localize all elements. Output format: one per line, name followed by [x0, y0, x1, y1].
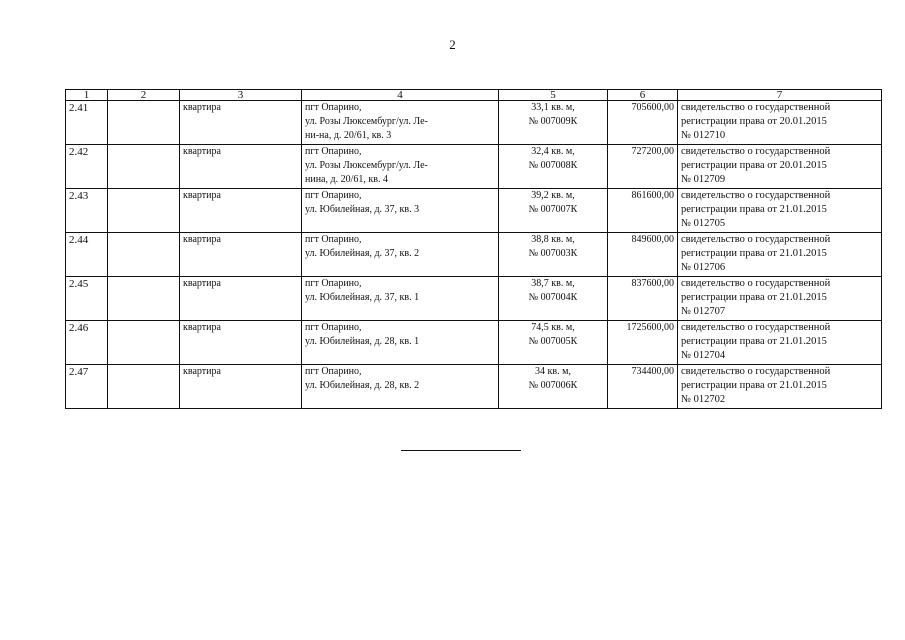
certificate-cell-line: № 012707 — [681, 306, 726, 317]
property-type-cell: квартира — [180, 321, 302, 365]
certificate-cell-line: свидетельство о государственной — [681, 102, 831, 113]
certificate-cell-line: свидетельство о государственной — [681, 146, 831, 157]
area-cell-line: № 007007К — [528, 204, 578, 215]
address-cell-line: пгт Опарино, — [305, 190, 362, 201]
address-cell-line: ул. Юбилейная, д. 37, кв. 1 — [305, 292, 420, 303]
row-number-cell: 2.41 — [66, 101, 108, 145]
certificate-cell-line: регистрации права от 20.01.2015 — [681, 160, 827, 171]
area-cell — [499, 101, 608, 145]
property-table — [65, 89, 882, 409]
row-number-cell: 2.45 — [66, 277, 108, 321]
address-cell-line: пгт Опарино, — [305, 366, 362, 377]
certificate-cell-line: регистрации права от 21.01.2015 — [681, 336, 827, 347]
address-cell-line: ул. Розы Люксембург/ул. Ле- — [305, 116, 428, 127]
table-row — [66, 321, 882, 365]
certificate-cell-line: № 012710 — [681, 130, 726, 141]
certificate-cell-line: № 012704 — [681, 350, 726, 361]
certificate-cell-line: регистрации права от 21.01.2015 — [681, 292, 827, 303]
certificate-cell — [678, 189, 882, 233]
col2-cell — [108, 321, 180, 365]
table-header-row — [66, 90, 882, 101]
certificate-cell-line: № 012706 — [681, 262, 726, 273]
address-cell — [302, 277, 499, 321]
area-cell-line: 32,4 кв. м, — [531, 146, 575, 157]
address-cell-line: пгт Опарино, — [305, 102, 362, 113]
cost-cell: 734400,00 — [608, 365, 678, 409]
address-cell — [302, 145, 499, 189]
property-type-cell: квартира — [180, 189, 302, 233]
certificate-cell-line: регистрации права от 21.01.2015 — [681, 380, 827, 391]
column-header: 6 — [608, 90, 678, 101]
row-number-cell: 2.42 — [66, 145, 108, 189]
table-row — [66, 101, 882, 145]
certificate-cell — [678, 233, 882, 277]
closing-rule — [401, 450, 521, 451]
area-cell-line: № 007003К — [528, 248, 578, 259]
property-type-cell: квартира — [180, 277, 302, 321]
certificate-cell — [678, 321, 882, 365]
address-cell — [302, 365, 499, 409]
address-cell — [302, 101, 499, 145]
address-cell-line: ул. Юбилейная, д. 28, кв. 1 — [305, 336, 420, 347]
cost-cell: 705600,00 — [608, 101, 678, 145]
cost-cell: 727200,00 — [608, 145, 678, 189]
certificate-cell-line: свидетельство о государственной — [681, 322, 831, 333]
certificate-cell — [678, 145, 882, 189]
area-cell-line: № 007006К — [528, 380, 578, 391]
table-row — [66, 145, 882, 189]
row-number-cell: 2.46 — [66, 321, 108, 365]
column-header: 1 — [66, 90, 108, 101]
certificate-cell — [678, 365, 882, 409]
area-cell-line: № 007008К — [528, 160, 578, 171]
certificate-cell-line: свидетельство о государственной — [681, 366, 831, 377]
certificate-cell-line: свидетельство о государственной — [681, 190, 831, 201]
row-number-cell: 2.44 — [66, 233, 108, 277]
area-cell — [499, 321, 608, 365]
cost-cell: 837600,00 — [608, 277, 678, 321]
certificate-cell-line: свидетельство о государственной — [681, 234, 831, 245]
address-cell — [302, 321, 499, 365]
certificate-cell-line: регистрации права от 21.01.2015 — [681, 248, 827, 259]
col2-cell — [108, 101, 180, 145]
table-body — [66, 101, 882, 409]
table-row — [66, 233, 882, 277]
property-type-cell: квартира — [180, 365, 302, 409]
area-cell — [499, 145, 608, 189]
address-cell — [302, 233, 499, 277]
address-cell-line: ул. Юбилейная, д. 37, кв. 2 — [305, 248, 420, 259]
area-cell — [499, 189, 608, 233]
area-cell-line: № 007004К — [528, 292, 578, 303]
col2-cell — [108, 365, 180, 409]
cost-cell: 849600,00 — [608, 233, 678, 277]
certificate-cell-line: свидетельство о государственной — [681, 278, 831, 289]
page-number: 2 — [449, 37, 456, 52]
area-cell-line: 34 кв. м, — [535, 366, 571, 377]
area-cell-line: 38,7 кв. м, — [531, 278, 575, 289]
area-cell — [499, 233, 608, 277]
column-header: 2 — [108, 90, 180, 101]
col2-cell — [108, 277, 180, 321]
certificate-cell-line: регистрации права от 20.01.2015 — [681, 116, 827, 127]
address-cell-line: ул. Юбилейная, д. 37, кв. 3 — [305, 204, 420, 215]
table-row — [66, 277, 882, 321]
certificate-cell-line: № 012709 — [681, 174, 726, 185]
property-type-cell: квартира — [180, 233, 302, 277]
row-number-cell: 2.47 — [66, 365, 108, 409]
certificate-cell — [678, 277, 882, 321]
address-cell-line: ул. Юбилейная, д. 28, кв. 2 — [305, 380, 420, 391]
address-cell-line: ул. Розы Люксембург/ул. Ле- — [305, 160, 428, 171]
cost-cell: 1725600,00 — [608, 321, 678, 365]
certificate-cell — [678, 101, 882, 145]
table-row — [66, 189, 882, 233]
address-cell-line: пгт Опарино, — [305, 146, 362, 157]
address-cell — [302, 189, 499, 233]
row-number-cell: 2.43 — [66, 189, 108, 233]
area-cell-line: № 007005К — [528, 336, 578, 347]
column-header: 5 — [499, 90, 608, 101]
col2-cell — [108, 189, 180, 233]
col2-cell — [108, 233, 180, 277]
area-cell-line: № 007009К — [528, 116, 578, 127]
column-header: 7 — [678, 90, 882, 101]
certificate-cell-line: регистрации права от 21.01.2015 — [681, 204, 827, 215]
property-type-cell: квартира — [180, 101, 302, 145]
address-cell-line: пгт Опарино, — [305, 322, 362, 333]
col2-cell — [108, 145, 180, 189]
address-cell-line: ни-на, д. 20/61, кв. 3 — [305, 130, 392, 141]
area-cell-line: 33,1 кв. м, — [531, 102, 575, 113]
area-cell-line: 38,8 кв. м, — [531, 234, 575, 245]
area-cell-line: 39,2 кв. м, — [531, 190, 575, 201]
table-row — [66, 365, 882, 409]
address-cell-line: пгт Опарино, — [305, 278, 362, 289]
cost-cell: 861600,00 — [608, 189, 678, 233]
address-cell-line: пгт Опарино, — [305, 234, 362, 245]
property-type-cell: квартира — [180, 145, 302, 189]
area-cell — [499, 277, 608, 321]
address-cell-line: нина, д. 20/61, кв. 4 — [305, 174, 388, 185]
area-cell — [499, 365, 608, 409]
column-header: 3 — [180, 90, 302, 101]
certificate-cell-line: № 012705 — [681, 218, 726, 229]
column-header: 4 — [302, 90, 499, 101]
area-cell-line: 74,5 кв. м, — [531, 322, 575, 333]
certificate-cell-line: № 012702 — [681, 394, 726, 405]
